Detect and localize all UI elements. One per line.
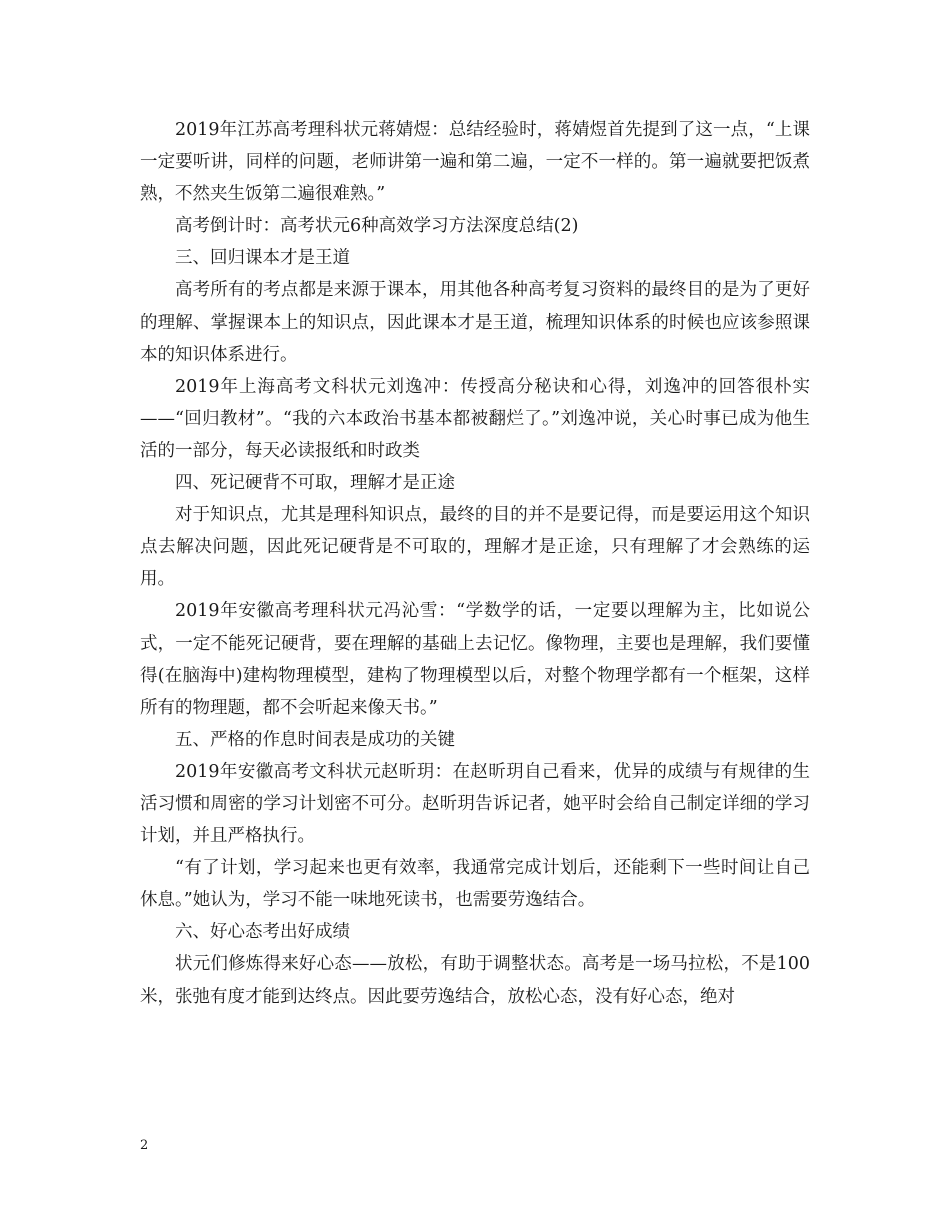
paragraph-textbook-is-key: 高考所有的考点都是来源于课本，用其他各种高考复习资料的最终目的是为了更好的理解、掌握课本上的知识点，因此课本才是王道，梳理知识体系的时候也应该参照课本的知识体系进行。	[140, 280, 810, 365]
heading-understanding-over-rote: 四、死记硬背不可取，理解才是正途	[175, 473, 455, 494]
paragraph-plan-quote: “有了计划，学习起来也更有效率，我通常完成计划后，还能剩下一些时间让自己休息。”她认为，学习不能一味地死读书，也需要劳逸结合。	[140, 858, 810, 911]
heading-strict-schedule: 五、严格的作息时间表是成功的关键	[175, 729, 455, 750]
heading-return-to-textbook: 三、回归课本才是王道	[175, 248, 350, 269]
paragraph-anhui-science-top-scorer: 2019年安徽高考理科状元冯沁雪：“学数学的话，一定要以理解为主，比如说公式，一定不能死记硬背，要在理解的基础上去记忆。像物理，主要也是理解，我们要懂得(在脑海中)建构物理模型，建构了物理模型以后，对整个物理学都有一个框架，这样所有的物理题，都不会听起来像天书。”	[140, 601, 810, 718]
paragraph-knowledge-points: 对于知识点，尤其是理科知识点，最终的目的并不是要记得，而是要运用这个知识点去解决问题，因此死记硬背是不可取的，理解才是正途，只有理解了才会熟练的运用。	[140, 505, 810, 590]
paragraph-shanghai-arts-top-scorer: 2019年上海高考文科状元刘逸冲：传授高分秘诀和心得，刘逸冲的回答很朴实——“回归教材”。“我的六本政治书基本都被翻烂了。”刘逸冲说，关心时事已成为他生活的一部分，每天必读报纸和时政类	[140, 376, 810, 461]
section-title-countdown: 高考倒计时：高考状元6种高效学习方法深度总结(2)	[175, 216, 579, 237]
document-body	[140, 114, 810, 1013]
paragraph-jiangsu-science-top-scorer: 2019年江苏高考理科状元蒋婧煜：总结经验时，蒋婧煜首先提到了这一点，“上课一定要听讲，同样的问题，老师讲第一遍和第二遍，一定不一样的。第一遍就要把饭煮熟，不然夹生饭第二遍很难熟。”	[140, 120, 810, 205]
paragraph-anhui-arts-top-scorer: 2019年安徽高考文科状元赵昕玥：在赵昕玥自己看来，优异的成绩与有规律的生活习惯和周密的学习计划密不可分。赵昕玥告诉记者，她平时会给自己制定详细的学习计划，并且严格执行。	[140, 761, 810, 847]
page-number: 2	[140, 1138, 149, 1153]
heading-good-mindset: 六、好心态考出好成绩	[175, 922, 350, 943]
paragraph-relaxed-mindset: 状元们修炼得来好心态——放松，有助于调整状态。高考是一场马拉松，不是100米，张弛有度才能到达终点。因此要劳逸结合，放松心态，没有好心态，绝对	[140, 954, 810, 1007]
